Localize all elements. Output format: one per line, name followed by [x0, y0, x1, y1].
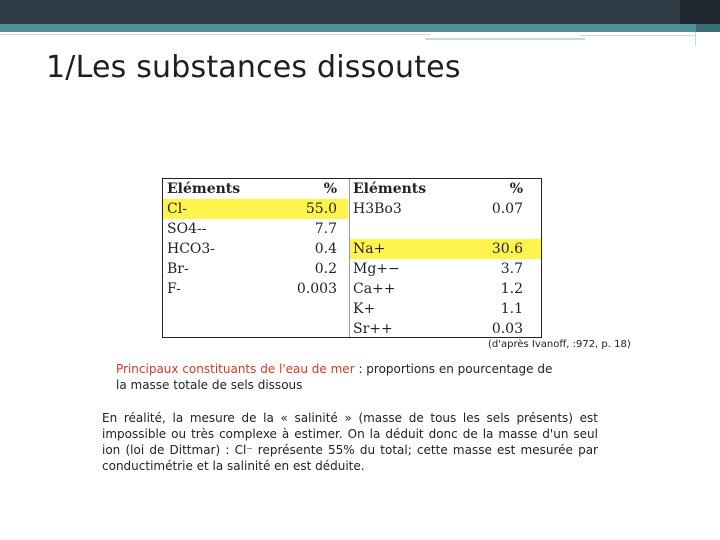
table-cell: 0.07: [491, 201, 523, 217]
right-element-column: [353, 179, 463, 339]
table-cell: 55.0: [305, 201, 337, 217]
caption-text: : proportions en pourcentage de la masse totale de sels dissous: [116, 362, 553, 392]
teal-band: [0, 24, 720, 32]
table-cell: Mg+−: [353, 261, 400, 277]
table-cell: [353, 219, 463, 239]
table-cell: 30.6: [491, 241, 523, 257]
table-cell: SO4--: [167, 221, 207, 237]
header-left-percent: %: [323, 181, 337, 197]
table-cell: Ca++: [353, 281, 396, 297]
top-band: [0, 0, 720, 24]
table-cell: 1.2: [500, 281, 523, 297]
table-caption: [116, 361, 556, 393]
right-percent-column: [463, 179, 523, 339]
constituents-table: [162, 178, 542, 338]
column-divider: [349, 179, 350, 337]
table-cell: 0.2: [314, 261, 337, 277]
table-cell: Sr++: [353, 321, 393, 337]
left-element-column: [167, 179, 287, 299]
table-cell: [463, 219, 523, 239]
table-cell: HCO3-: [167, 241, 216, 257]
table-cell: Br-: [167, 261, 189, 277]
table-cell: K+: [353, 301, 376, 317]
table-cell: 7.7: [314, 221, 337, 237]
table-cell: F-: [167, 281, 181, 297]
header-left-element: Eléments: [167, 181, 241, 197]
table-cell: Cl-: [167, 201, 187, 217]
explanation-paragraph: En réalité, la mesure de la « salinité » (masse de tous les sels présents) est impossible ou très complexe à estimer. On la déduit donc de la masse d'un seul ion (loi de Dittmar) : Cl⁻ représente 55% du total; cette masse est mesurée par conductimétrie et la salinité en est déduite.: [102, 411, 598, 473]
page-title: 1/Les substances dissoutes: [46, 50, 461, 85]
caption-title: Principaux constituants de l'eau de mer: [116, 362, 355, 376]
table-cell: 0.4: [314, 241, 337, 257]
source-citation: (d'après Ivanoff, :972, p. 18): [488, 339, 631, 350]
table-cell: 0.03: [491, 321, 523, 337]
header-right-element: Eléments: [353, 181, 427, 197]
decorative-lines: [0, 32, 720, 48]
header-right-percent: %: [509, 181, 523, 197]
left-percent-column: [287, 179, 337, 299]
table-cell: 3.7: [500, 261, 523, 277]
table-cell: 1.1: [500, 301, 523, 317]
top-band-corner: [680, 0, 720, 24]
table-cell: Na+: [353, 241, 386, 257]
table-cell: H3Bo3: [353, 201, 402, 217]
table-cell: 0.003: [296, 281, 337, 297]
teal-band-corner: [696, 24, 720, 32]
